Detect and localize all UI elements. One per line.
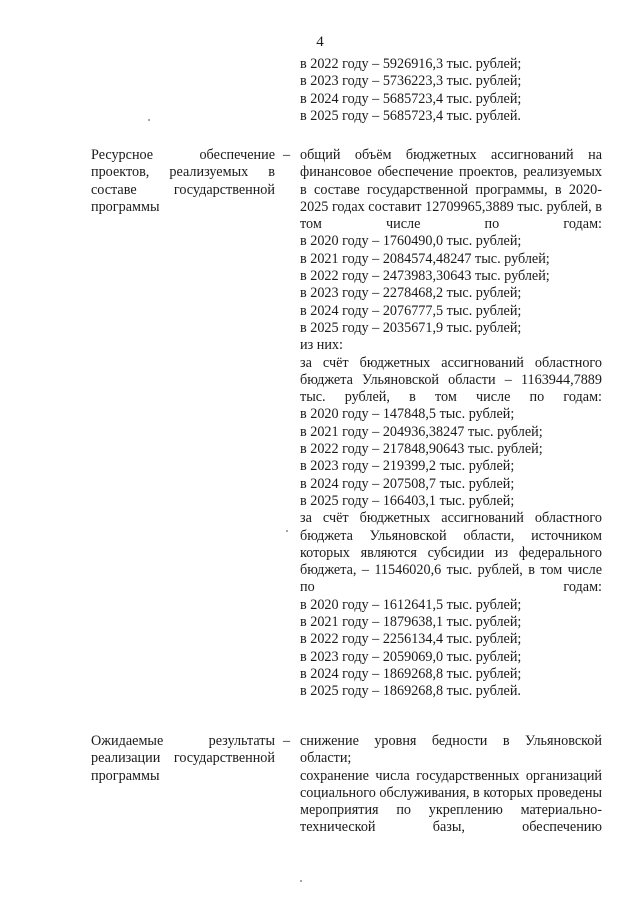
regional-year-line: в 2023 году – 219399,2 тыс. рублей;: [300, 458, 515, 475]
scan-speck: [148, 119, 150, 121]
continuation-line: в 2025 году – 5685723,4 тыс. рублей.: [300, 107, 521, 124]
total-year-line: в 2025 году – 2035671,9 тыс. рублей;: [300, 319, 522, 336]
scan-speck: [286, 530, 288, 532]
federal-year-line: в 2022 году – 2256134,4 тыс. рублей;: [300, 631, 522, 648]
regional-budget-text: за счёт бюджетных ассигнований областного бюджета Ульяновской области – 1163944,7889 тыс. рублей, в том числе по годам:: [300, 354, 602, 406]
resources-label: Ресурсное обеспечение проектов, реализуемых в составе государственной программы: [91, 147, 275, 215]
federal-year-line: в 2024 году – 1869268,8 тыс. рублей;: [300, 665, 522, 682]
regional-year-line: в 2022 году – 217848,90643 тыс. рублей;: [300, 441, 543, 458]
resources-total-text: общий объём бюджетных ассигнований на финансовое обеспечение проектов, реализуемых в составе государственной программы, в 2020-2025 годах составит 12709965,3889 тыс. рублей, в том числе по годам:: [300, 147, 602, 233]
resources-dash: –: [283, 147, 291, 163]
total-year-line: в 2022 году – 2473983,30643 тыс. рублей;: [300, 268, 550, 285]
expected-results-label: Ожидаемые результаты реализации государственной программы: [91, 733, 275, 784]
total-year-line: в 2023 году – 2278468,2 тыс. рублей;: [300, 285, 522, 302]
federal-year-line: в 2021 году – 1879638,1 тыс. рублей;: [300, 614, 522, 631]
total-year-line: в 2024 году – 2076777,5 тыс. рублей;: [300, 302, 522, 319]
continuation-line: в 2023 году – 5736223,3 тыс. рублей;: [300, 73, 522, 90]
federal-year-line: в 2025 году – 1869268,8 тыс. рублей.: [300, 683, 521, 700]
resources-content: [300, 147, 602, 701]
result-item: сохранение числа государственных организаций социального обслуживания, в которых проведены мероприятия по укреплению материально-технической базы, обеспечению: [300, 767, 602, 836]
continuation-line: в 2022 году – 5926916,3 тыс. рублей;: [300, 56, 522, 72]
expected-results-content: [300, 733, 602, 837]
expected-results-dash: –: [283, 733, 291, 749]
federal-subsidy-text: за счёт бюджетных ассигнований областного бюджета Ульяновской области, источником которых являются субсидии из федерального бюджета, – 11546020,6 тыс. рублей, в том числе по годам:: [300, 510, 602, 596]
total-year-line: в 2021 году – 2084574,48247 тыс. рублей;: [300, 250, 550, 267]
federal-year-line: в 2023 году – 2059069,0 тыс. рублей;: [300, 648, 522, 665]
of-them-label: из них:: [300, 337, 343, 354]
continuation-line: в 2024 году – 5685723,4 тыс. рублей;: [300, 90, 522, 107]
regional-year-line: в 2020 году – 147848,5 тыс. рублей;: [300, 406, 515, 423]
regional-year-line: в 2025 году – 166403,1 тыс. рублей;: [300, 492, 515, 509]
page-number: 4: [316, 34, 324, 50]
top-continuation: [300, 56, 602, 125]
regional-year-line: в 2021 году – 204936,38247 тыс. рублей;: [300, 423, 543, 440]
total-year-line: в 2020 году – 1760490,0 тыс. рублей;: [300, 233, 522, 250]
result-item: снижение уровня бедности в Ульяновской области;: [300, 733, 602, 767]
scan-speck: [300, 880, 302, 882]
federal-year-line: в 2020 году – 1612641,5 тыс. рублей;: [300, 596, 522, 613]
regional-year-line: в 2024 году – 207508,7 тыс. рублей;: [300, 475, 515, 492]
